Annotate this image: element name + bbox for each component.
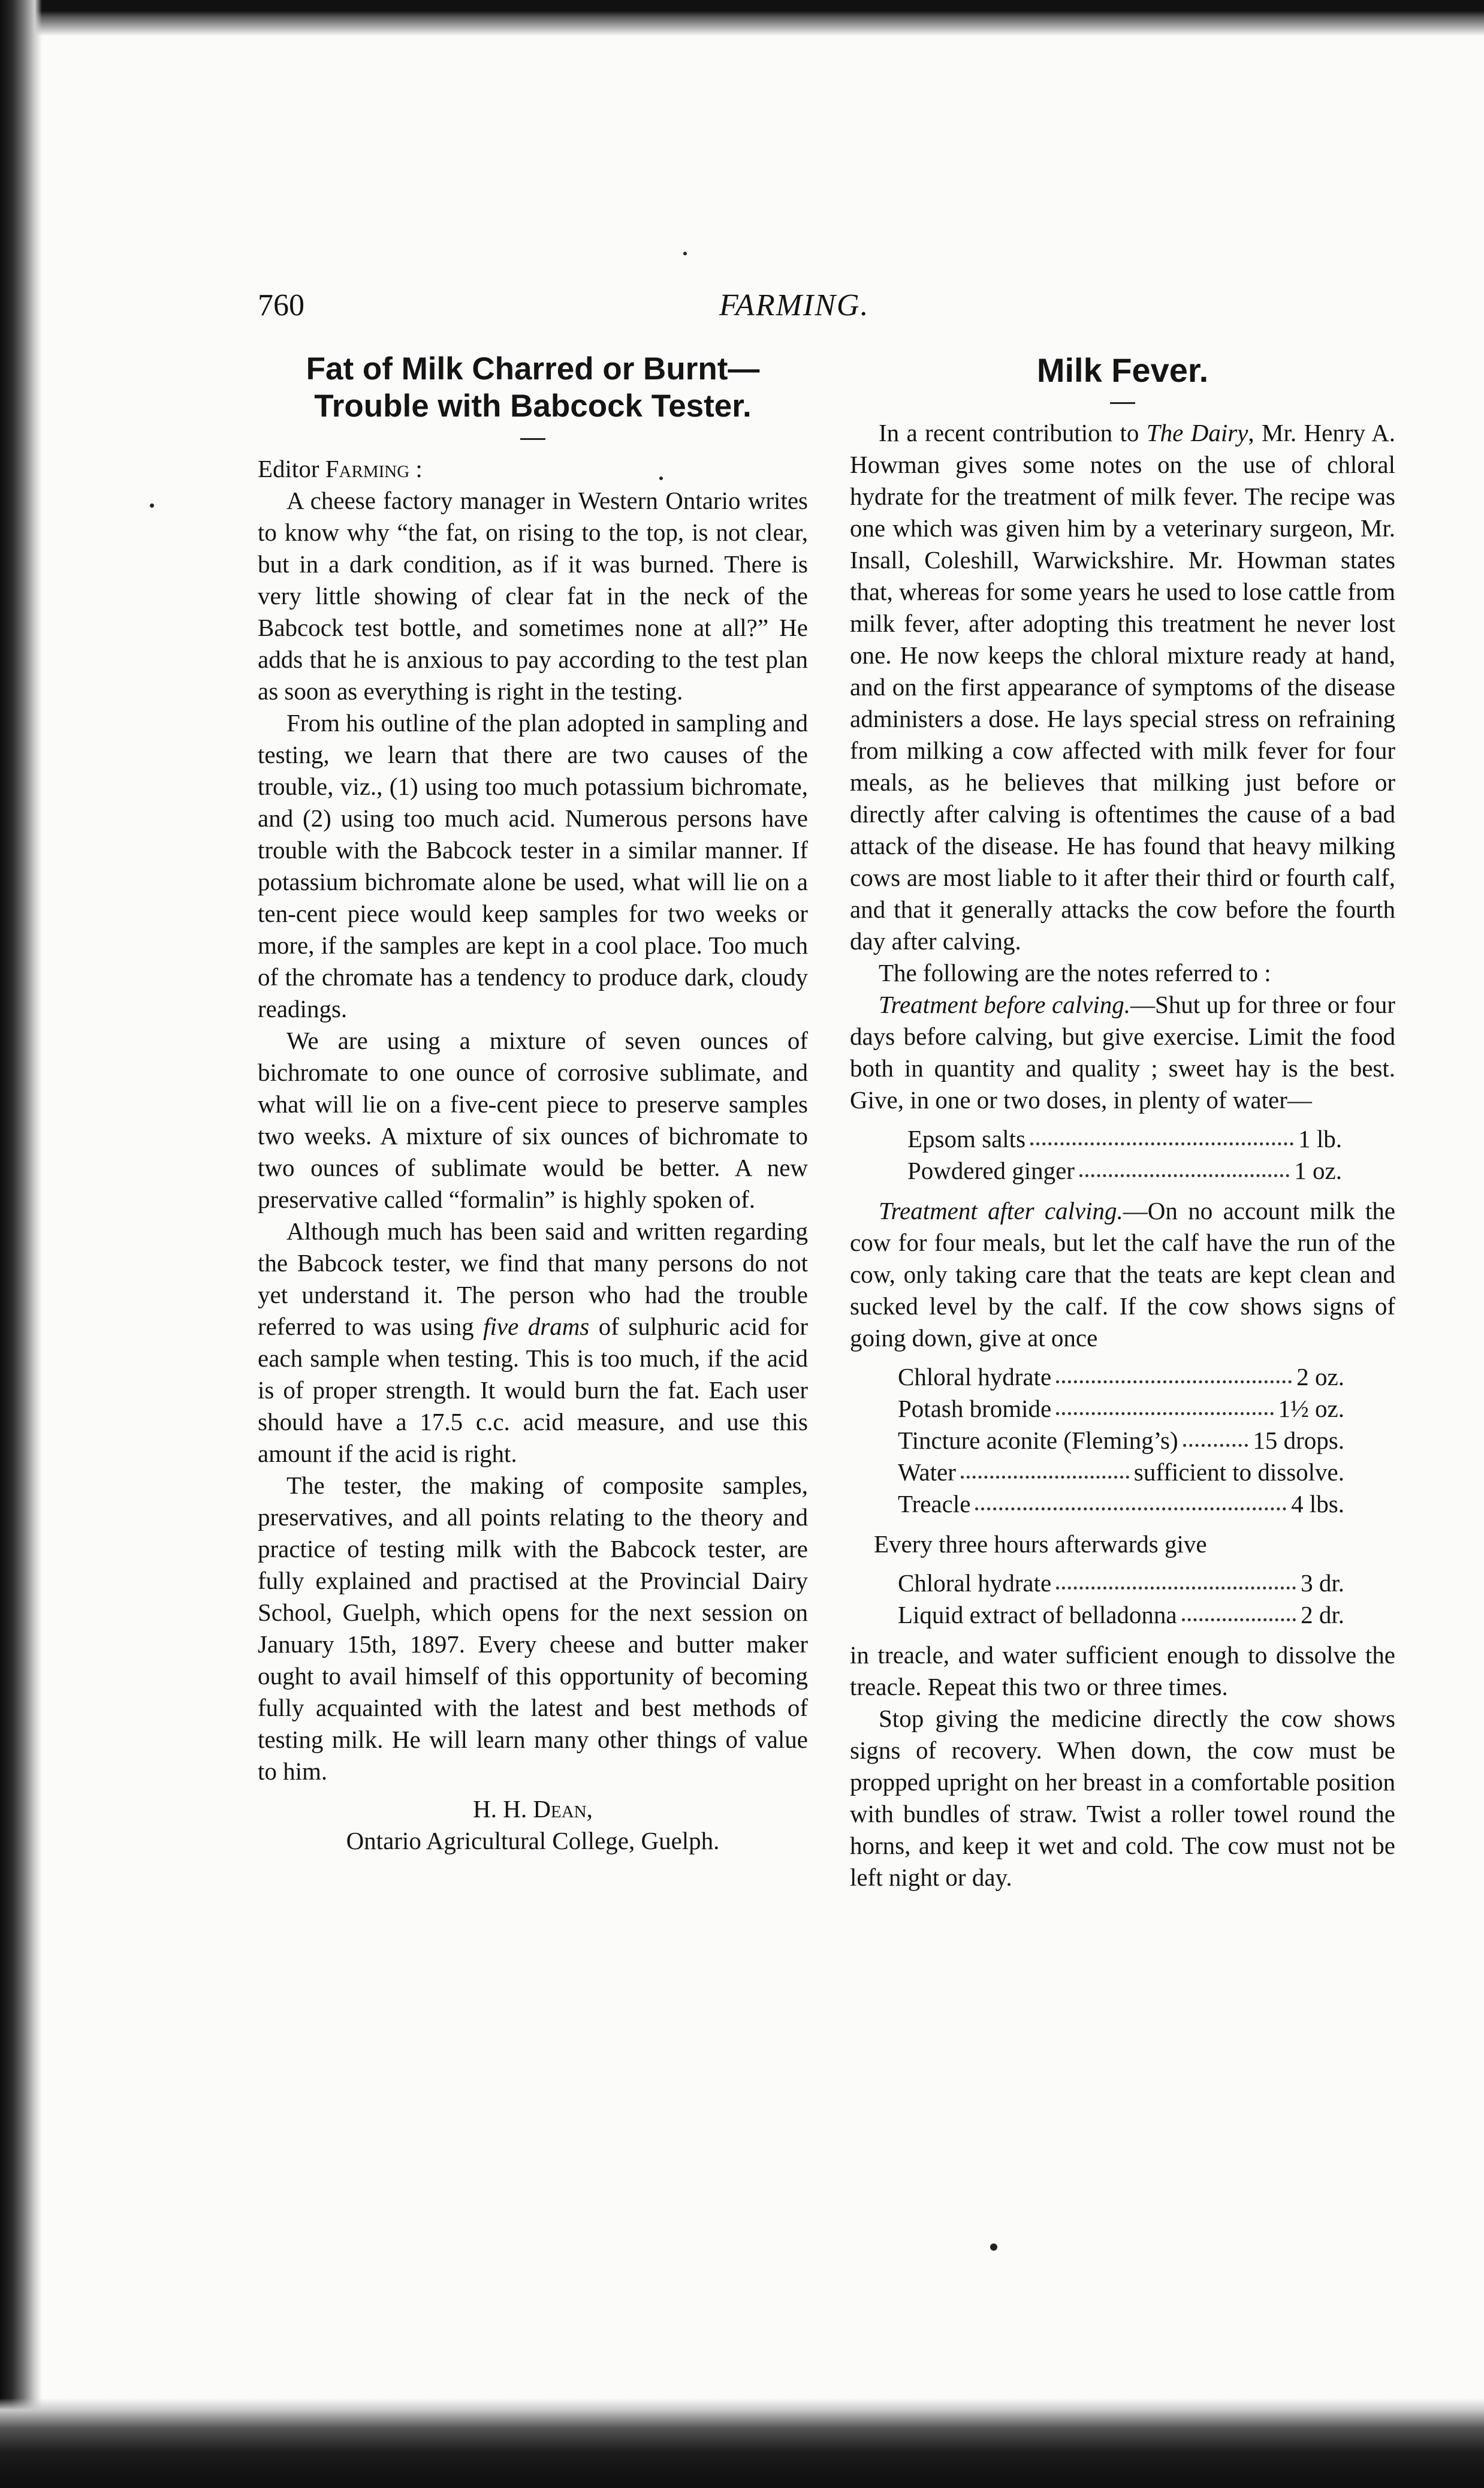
paragraph: Every three hours afterwards give (874, 1530, 1207, 1558)
scan-speck (683, 252, 687, 255)
signature-name: H. H. Dean, (473, 1795, 593, 1823)
running-head: FARMING. (719, 288, 870, 322)
right-column (850, 351, 1395, 1893)
recipe-row: Treacle 4 lbs. (898, 1488, 1344, 1520)
scan-bottom-edge (0, 2398, 1484, 2488)
recipe-after-calving (898, 1361, 1344, 1520)
recipe-every-three-hours (898, 1567, 1344, 1631)
scan-speck (150, 503, 154, 508)
page-number: 760 (258, 288, 304, 322)
paragraph: The tester, the making of composite samples, preservatives, and all points relating to the theory and practice of testing milk with the Babcock tester, are fully explained and practised at the Provincial Dairy School, Guelph, which opens for the next session on January 15th, 1897. Every cheese and butter maker ought to avail himself of this opportunity of becoming fully acquainted with the latest and best methods of testing milk. He will learn many other things of value to him. (258, 1471, 808, 1785)
left-column (258, 351, 808, 1857)
left-article-title: Fat of Milk Charred or Burnt—Trouble with Babcock Tester. (306, 351, 760, 424)
paragraph: Treatment before calving.—Shut up for three or four days before calving, but give exercise. Limit the food both in quantity and quality ; sweet hay is the best. Give, in one or two doses, in plenty of water— (850, 991, 1395, 1114)
paragraph: Stop giving the medicine directly the cow shows signs of recovery. When down, the cow must be propped upright on her breast in a comfortable position with bundles of straw. Twist a roller towel round the horns, and keep it wet and cold. The cow must not be left night or day. (850, 1705, 1395, 1891)
title-rule (1110, 402, 1135, 404)
recipe-row: Chloral hydrate 3 dr. (898, 1567, 1344, 1599)
paragraph: In a recent contribution to The Dairy, Mr. Henry A. Howman gives some notes on the use of chloral hydrate for the treatment of milk fever. The recipe was one which was given him by a veterinary surgeon, Mr. Insall, Coleshill, Warwickshire. Mr. Howman states that, whereas for some years he used to lose cattle from milk fever, after adopting this treatment he never lost one. He now keeps the chloral mixture ready at hand, and on the first appearance of symptoms of the disease administers a dose. He lays special stress on refraining from milking a cow affected with milk fever for four meals, as he believes that milking just before or directly after calving is oftentimes the cause of a bad attack of the disease. He has found that heavy milking cows are most liable to it after their third or fourth calf, and that it generally attacks the cow before the fourth day after calving. (850, 419, 1396, 955)
salutation: Editor Farming : (258, 455, 423, 482)
recipe-row: Potash bromide 1½ oz. (898, 1393, 1344, 1425)
recipe-row: Epsom salts 1 lb. (907, 1123, 1342, 1155)
title-rule (520, 438, 545, 440)
signature-affiliation: Ontario Agricultural College, Guelph. (346, 1827, 720, 1854)
paragraph: in treacle, and water sufficient enough to dissolve the treacle. Repeat this two or three times. (850, 1641, 1395, 1700)
paragraph: We are using a mixture of seven ounces of bichromate to one ounce of corrosive sublimate, and what will lie on a five-cent piece to preserve samples two weeks. A mixture of six ounces of bichromate to two ounces of sublimate would be better. A new preservative called “formalin” is highly spoken of. (258, 1027, 808, 1213)
recipe-row: Powdered ginger 1 oz. (907, 1155, 1342, 1187)
scan-left-edge (0, 0, 42, 2488)
right-article-title: Milk Fever. (1036, 351, 1209, 389)
scan-speck (990, 2243, 997, 2251)
paragraph: Although much has been said and written regarding the Babcock tester, we find that many persons do not yet understand it. The person who had the trouble referred to was using five drams of sulphuric acid for each sample when testing. This is too much, if the acid is of proper strength. It would burn the fat. Each user should have a 17.5 c.c. acid measure, and use this amount if the acid is right. (258, 1217, 808, 1467)
paragraph: Treatment after calving.—On no account milk the cow for four meals, but let the calf have the run of the cow, only taking care that the teats are kept clean and sucked level by the calf. If the cow shows signs of going down, give at once (850, 1197, 1395, 1352)
recipe-row: Chloral hydrate 2 oz. (898, 1361, 1344, 1393)
page-header (258, 288, 1396, 336)
recipe-before-calving (907, 1123, 1342, 1187)
paragraph: The following are the notes referred to : (879, 959, 1271, 987)
paragraph: From his outline of the plan adopted in sampling and testing, we learn that there are two causes of the trouble, viz., (1) using too much potassium bichromate, and (2) using too much acid. Numerous persons have trouble with the Babcock tester in a similar manner. If potassium bichromate alone be used, what will lie on a ten-cent piece would keep samples for two weeks or more, if the samples are kept in a cool place. Too much of the chromate has a tendency to produce dark, cloudy readings. (258, 709, 808, 1023)
recipe-row: Liquid extract of belladonna 2 dr. (898, 1599, 1344, 1631)
recipe-row: Water sufficient to dissolve. (898, 1456, 1344, 1488)
scan-top-edge (0, 0, 1484, 36)
paragraph: A cheese factory manager in Western Ontario writes to know why “the fat, on rising to the top, is not clear, but in a dark condition, as if it was burned. There is very little showing of clear fat in the neck of the Babcock test bottle, and sometimes none at all?” He adds that he is anxious to pay according to the test plan as soon as everything is right in the testing. (258, 487, 808, 705)
recipe-row: Tincture aconite (Fleming’s) 15 drops. (898, 1425, 1344, 1456)
